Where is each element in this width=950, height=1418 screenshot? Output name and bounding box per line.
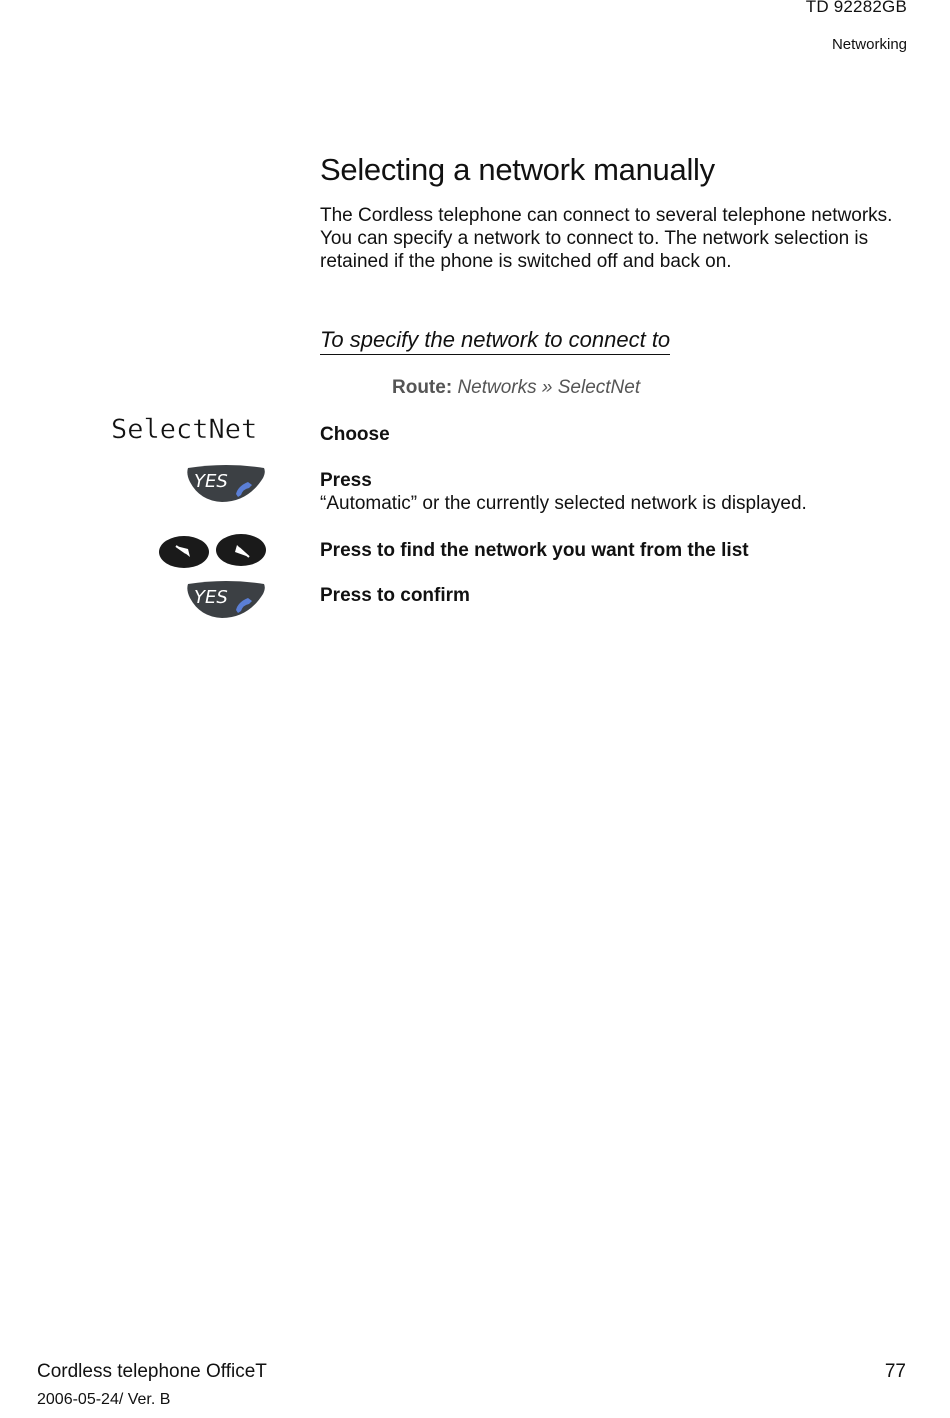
page-title: Selecting a network manually (320, 152, 715, 187)
yes-key-label: YES (194, 587, 228, 608)
step-2-description: “Automatic” or the currently selected network is displayed. (320, 493, 807, 514)
footer-date-version: 2006-05-24/ Ver. B (37, 1391, 171, 1408)
display-text-selectnet: SelectNet (111, 414, 258, 445)
nav-down-key-icon (158, 535, 210, 569)
footer-product-name: Cordless telephone OfficeT (37, 1361, 267, 1382)
yes-key-icon (186, 580, 266, 618)
document-id: TD 92282GB (805, 0, 907, 16)
route-path: Networks » SelectNet (457, 377, 641, 398)
yes-key-icon (186, 464, 266, 502)
step-3-label: Press to find the network you want from the list (320, 540, 749, 561)
yes-key-label: YES (194, 471, 228, 492)
step-2-label: Press (320, 470, 372, 491)
route-label: Route: (392, 377, 453, 398)
route-line (392, 377, 640, 399)
intro-paragraph: The Cordless telephone can connect to several telephone networks. You can specify a network to connect to. The network selection is retained if the phone is switched off and back on. (320, 205, 893, 272)
procedure-heading: To specify the network to connect to (320, 327, 670, 355)
nav-up-key-icon (215, 533, 267, 567)
page-number: 77 (884, 1361, 906, 1382)
section-name: Networking (831, 36, 907, 53)
step-4-label: Press to confirm (320, 585, 470, 606)
step-1-label: Choose (320, 424, 390, 445)
